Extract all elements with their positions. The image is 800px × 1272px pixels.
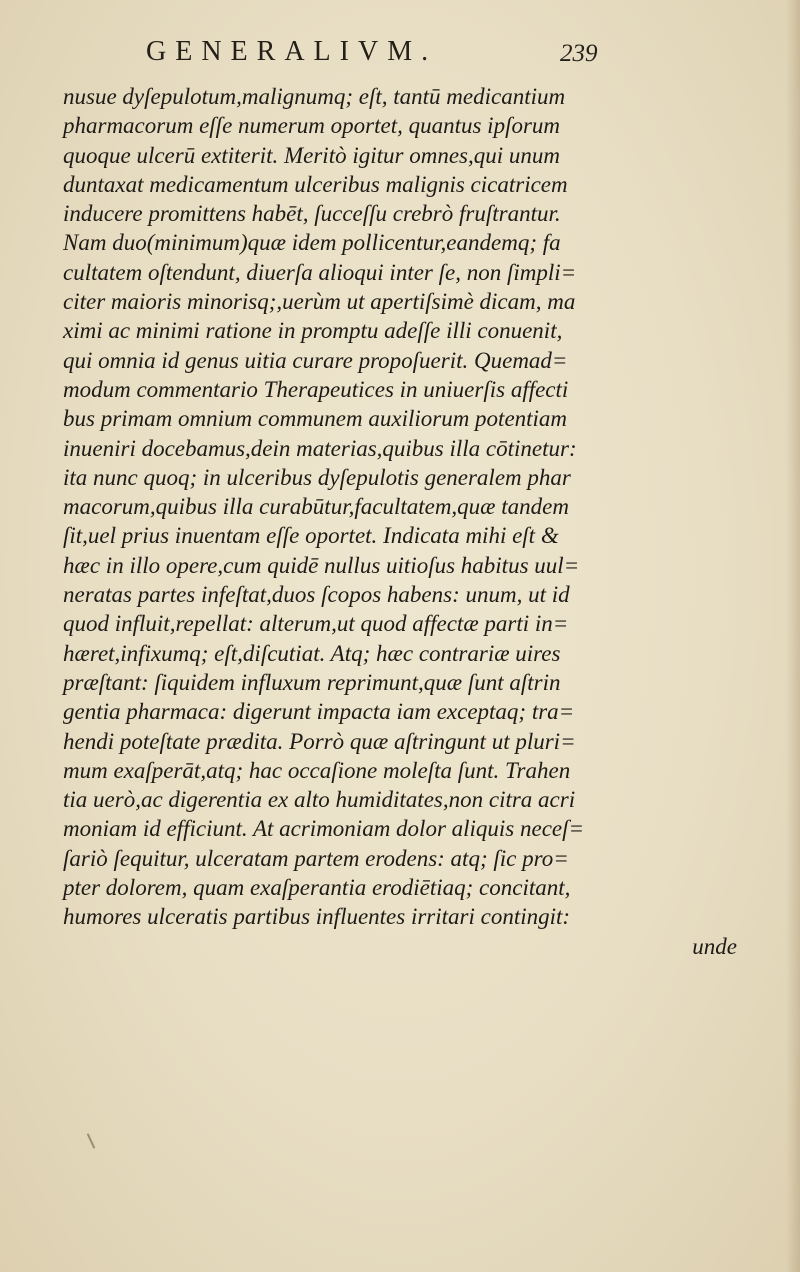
page-edge-shadow (786, 0, 800, 1272)
text-line: qui omnia id genus uitia curare propoſuerit. Quemad= (63, 347, 568, 373)
text-line: mum exaſperāt,atq; hac occaſione moleſta ſunt. Trahen (63, 757, 571, 783)
text-line: ſit,uel prius inuentam eſſe oportet. Indicata mihi eſt & (63, 523, 559, 549)
text-line: hæc in illo opere,cum quidē nullus uitioſus habitus uul= (63, 552, 580, 578)
text-line: inueniri docebamus,dein materias,quibus illa cōtinetur: (63, 435, 577, 461)
text-line: hendi poteſtate prædita. Porrò quæ aſtringunt ut pluri= (63, 728, 576, 754)
page-number: 239 (560, 40, 598, 67)
text-line: præſtant: ſiquidem influxum reprimunt,quæ ſunt aſtrin (63, 669, 561, 695)
text-line: cultatem oſtendunt, diuerſa alioqui inter ſe, non ſimpli= (63, 259, 577, 285)
body-text (63, 82, 763, 961)
text-line: citer maioris minorisq;,uerùm ut apertiſsimè dicam, ma (63, 289, 576, 315)
text-line: ita nunc quoq; in ulceribus dyſepulotis generalem phar (63, 464, 571, 490)
text-line: pter dolorem, quam exaſperantia erodiētiaq; concitant, (63, 875, 571, 901)
text-line: ſariò ſequitur, ulceratam partem erodens: atq; ſic pro= (63, 845, 569, 871)
running-head: GENERALIVM. (146, 36, 438, 67)
text-line: macorum,quibus illa curabūtur,facultatem,quæ tandem (63, 494, 569, 520)
text-line: quoque ulcerū extiterit. Meritò igitur omnes,qui unum (63, 142, 560, 168)
text-line: humores ulceratis partibus influentes irritari contingit: (63, 904, 571, 930)
ink-blemish (87, 1133, 96, 1148)
text-line: pharmacorum eſſe numerum oportet, quantus ipſorum (63, 113, 561, 139)
text-line: inducere promittens habēt, ſucceſſu crebrò fruſtrantur. (63, 201, 561, 227)
text-line: hæret,infixumq; eſt,diſcutiat. Atq; hæc contrariæ uires (63, 640, 561, 666)
text-line: bus primam omnium communem auxiliorum potentiam (63, 406, 568, 432)
text-line: neratas partes infeſtat,duos ſcopos habens: unum, ut id (63, 582, 570, 608)
text-line: moniam id efficiunt. At acrimoniam dolor aliquis neceſ= (63, 816, 585, 842)
text-line: Nam duo(minimum)quæ idem pollicentur,eandemq; fa (63, 230, 561, 256)
text-line: tia uerò,ac digerentia ex alto humiditates,non citra acri (63, 787, 576, 813)
text-line: duntaxat medicamentum ulceribus malignis cicatricem (63, 171, 568, 197)
text-line: modum commentario Therapeutices in uniuerſis affecti (63, 376, 569, 402)
text-line: gentia pharmaca: digerunt impacta iam exceptaq; tra= (63, 699, 575, 725)
text-line: nusue dyſepulotum,malignumq; eſt, tantū medicantium (63, 84, 566, 109)
page-header (0, 36, 800, 76)
catchword: unde (692, 933, 737, 959)
text-line: ximi ac minimi ratione in promptu adeſſe illi conuenit, (63, 318, 563, 344)
text-line: quod influit,repellat: alterum,ut quod affectæ parti in= (63, 611, 569, 637)
